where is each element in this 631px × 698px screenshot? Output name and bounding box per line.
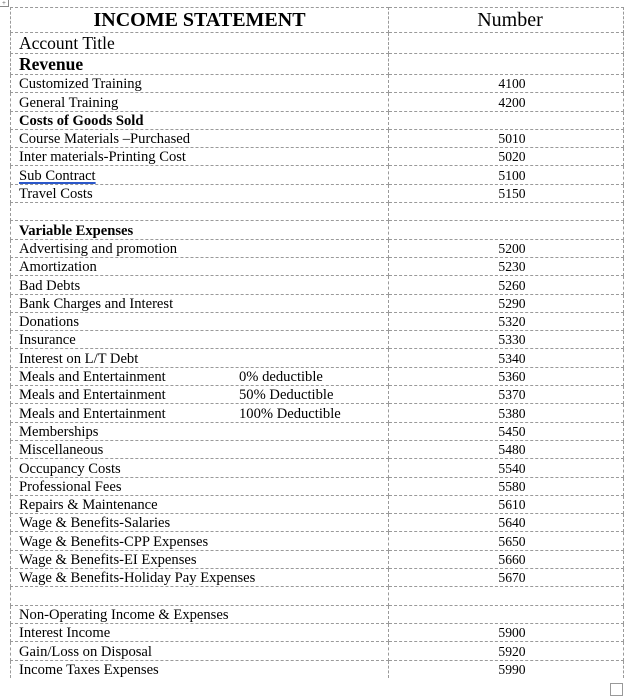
account-label: Professional Fees bbox=[19, 478, 122, 495]
account-label-cell[interactable] bbox=[11, 642, 389, 660]
account-number-cell[interactable]: 5640 bbox=[389, 514, 624, 532]
account-label-cell[interactable] bbox=[11, 221, 389, 239]
account-label-cell[interactable] bbox=[11, 331, 389, 349]
account-label-wrap bbox=[19, 387, 388, 403]
table-row bbox=[11, 349, 624, 367]
account-label-wrap bbox=[19, 515, 388, 531]
table-row bbox=[11, 605, 624, 623]
account-label-cell[interactable] bbox=[11, 550, 389, 568]
account-label-cell[interactable] bbox=[11, 111, 389, 129]
account-label: Memberships bbox=[19, 423, 99, 440]
account-label-wrap bbox=[19, 497, 388, 513]
table-row bbox=[11, 148, 624, 166]
account-label: Income Taxes Expenses bbox=[19, 661, 159, 678]
table-row bbox=[11, 514, 624, 532]
account-label: Miscellaneous bbox=[19, 442, 104, 459]
account-label-cell[interactable] bbox=[11, 312, 389, 330]
account-label: Meals and Entertainment bbox=[19, 369, 166, 386]
account-label: Costs of Goods Sold bbox=[19, 112, 144, 129]
revenue-heading-row bbox=[11, 54, 624, 75]
account-label-cell[interactable] bbox=[11, 422, 389, 440]
table-row bbox=[11, 440, 624, 458]
account-label-cell[interactable] bbox=[11, 477, 389, 495]
account-number-cell[interactable]: 5010 bbox=[389, 129, 624, 147]
table-row bbox=[11, 184, 624, 202]
account-number-cell[interactable]: 5330 bbox=[389, 331, 624, 349]
account-number-cell[interactable] bbox=[389, 587, 624, 605]
account-number-cell[interactable]: 5370 bbox=[389, 386, 624, 404]
account-label-cell[interactable] bbox=[11, 404, 389, 422]
account-number-cell[interactable]: 5290 bbox=[389, 294, 624, 312]
account-label-cell[interactable] bbox=[11, 257, 389, 275]
account-label-wrap bbox=[19, 406, 388, 422]
revenue-heading-cell[interactable]: Revenue bbox=[11, 54, 389, 75]
account-number-cell[interactable]: 5380 bbox=[389, 404, 624, 422]
table-row bbox=[11, 257, 624, 275]
account-number-cell[interactable]: 5610 bbox=[389, 495, 624, 513]
account-label-wrap bbox=[19, 552, 388, 568]
account-label-wrap bbox=[19, 461, 388, 477]
account-number-cell[interactable]: 5540 bbox=[389, 459, 624, 477]
table-row bbox=[11, 166, 624, 184]
section-heading-row bbox=[11, 111, 624, 129]
account-label-cell[interactable] bbox=[11, 184, 389, 202]
table-row bbox=[11, 276, 624, 294]
account-label-wrap bbox=[19, 332, 388, 348]
account-number-cell[interactable]: 5200 bbox=[389, 239, 624, 257]
account-label: Wage & Benefits-Holiday Pay Expenses bbox=[19, 570, 256, 587]
account-number-cell[interactable]: 5150 bbox=[389, 184, 624, 202]
account-label-wrap bbox=[19, 296, 388, 312]
account-label-cell[interactable] bbox=[11, 75, 389, 93]
account-label: Wage & Benefits-Salaries bbox=[19, 515, 171, 532]
table-row bbox=[11, 459, 624, 477]
account-number-cell[interactable]: 5260 bbox=[389, 276, 624, 294]
account-label: Insurance bbox=[19, 332, 76, 349]
table-header-row bbox=[11, 8, 624, 33]
account-label: Donations bbox=[19, 314, 79, 331]
account-label-wrap bbox=[19, 479, 388, 495]
table-row bbox=[11, 550, 624, 568]
account-label-cell[interactable] bbox=[11, 569, 389, 587]
account-label-cell[interactable] bbox=[11, 294, 389, 312]
account-label-wrap bbox=[19, 76, 388, 92]
account-label-wrap bbox=[19, 442, 388, 458]
account-label: Amortization bbox=[19, 259, 97, 276]
account-label: Customized Training bbox=[19, 76, 142, 93]
table-row bbox=[11, 569, 624, 587]
table-row bbox=[11, 422, 624, 440]
table-row bbox=[11, 312, 624, 330]
account-label: Non-Operating Income & Expenses bbox=[19, 606, 229, 623]
account-label: Sub Contract bbox=[19, 167, 96, 184]
account-number-cell[interactable]: 5020 bbox=[389, 148, 624, 166]
account-number-cell[interactable]: 5230 bbox=[389, 257, 624, 275]
account-label-cell[interactable] bbox=[11, 623, 389, 641]
account-label-cell[interactable] bbox=[11, 605, 389, 623]
account-title-row bbox=[11, 33, 624, 54]
account-label-wrap bbox=[19, 113, 388, 129]
account-label-wrap bbox=[19, 223, 388, 239]
account-label-cell[interactable] bbox=[11, 349, 389, 367]
income-statement-table bbox=[10, 7, 624, 678]
account-label-cell[interactable] bbox=[11, 276, 389, 294]
table-row bbox=[11, 660, 624, 678]
table-row bbox=[11, 386, 624, 404]
table-row bbox=[11, 532, 624, 550]
account-label-wrap bbox=[19, 186, 388, 202]
blank-row bbox=[11, 203, 624, 221]
account-label-wrap bbox=[19, 241, 388, 257]
table-resize-handle[interactable] bbox=[610, 683, 623, 696]
account-label-wrap bbox=[19, 351, 388, 367]
account-label-wrap bbox=[19, 625, 388, 641]
table-row bbox=[11, 75, 624, 93]
account-label: Wage & Benefits-CPP Expenses bbox=[19, 533, 209, 550]
account-label-wrap bbox=[19, 534, 388, 550]
account-number-cell[interactable]: 5660 bbox=[389, 550, 624, 568]
account-label-wrap bbox=[19, 424, 388, 440]
account-title-number-cell[interactable] bbox=[389, 33, 624, 54]
account-label-cell[interactable] bbox=[11, 660, 389, 678]
account-label-wrap bbox=[19, 278, 388, 294]
account-label: Wage & Benefits-EI Expenses bbox=[19, 552, 197, 569]
table-row bbox=[11, 623, 624, 641]
account-label-cell[interactable] bbox=[11, 587, 389, 605]
account-label-wrap bbox=[19, 314, 388, 330]
table-row bbox=[11, 129, 624, 147]
table-row bbox=[11, 642, 624, 660]
account-number-cell[interactable]: 5670 bbox=[389, 569, 624, 587]
account-label-cell[interactable] bbox=[11, 129, 389, 147]
account-label-wrap bbox=[19, 95, 388, 111]
account-label: Bank Charges and Interest bbox=[19, 295, 174, 312]
account-label: Bad Debts bbox=[19, 277, 81, 294]
account-title-cell[interactable]: Account Title bbox=[11, 33, 389, 54]
account-label-cell[interactable] bbox=[11, 367, 389, 385]
table-row bbox=[11, 331, 624, 349]
income-statement-title[interactable]: INCOME STATEMENT bbox=[11, 8, 389, 33]
account-label: Repairs & Maintenance bbox=[19, 497, 158, 514]
account-label-cell[interactable] bbox=[11, 514, 389, 532]
account-label: Interest on L/T Debt bbox=[19, 350, 139, 367]
account-label-cell[interactable] bbox=[11, 495, 389, 513]
account-number-cell[interactable]: 5480 bbox=[389, 440, 624, 458]
account-label-wrap bbox=[19, 369, 388, 385]
table-row bbox=[11, 495, 624, 513]
deductible-note: 100% Deductible bbox=[239, 405, 341, 422]
table-row bbox=[11, 367, 624, 385]
account-label: Travel Costs bbox=[19, 186, 93, 203]
table-move-handle-icon[interactable]: + bbox=[0, 0, 9, 7]
account-number-cell[interactable]: 5320 bbox=[389, 312, 624, 330]
blank-row bbox=[11, 587, 624, 605]
table-row bbox=[11, 93, 624, 111]
account-number-cell[interactable] bbox=[389, 111, 624, 129]
number-column-header[interactable]: Number bbox=[389, 8, 624, 33]
account-number-cell[interactable]: 5650 bbox=[389, 532, 624, 550]
account-label-wrap bbox=[19, 168, 388, 184]
account-number-cell[interactable]: 5990 bbox=[389, 660, 624, 678]
account-label-wrap bbox=[19, 131, 388, 147]
deductible-note: 50% Deductible bbox=[239, 387, 334, 404]
account-label-cell[interactable] bbox=[11, 459, 389, 477]
account-label: Advertising and promotion bbox=[19, 240, 178, 257]
account-label-cell[interactable] bbox=[11, 93, 389, 111]
table-row bbox=[11, 239, 624, 257]
revenue-number-cell[interactable] bbox=[389, 54, 624, 75]
account-label: Meals and Entertainment bbox=[19, 405, 166, 422]
account-label-wrap bbox=[19, 259, 388, 275]
account-number-cell[interactable]: 5580 bbox=[389, 477, 624, 495]
account-number-cell[interactable]: 5100 bbox=[389, 166, 624, 184]
account-label-wrap bbox=[19, 570, 388, 586]
account-label: Course Materials –Purchased bbox=[19, 131, 191, 148]
account-label: Interest Income bbox=[19, 625, 111, 642]
account-label: Inter materials-Printing Cost bbox=[19, 149, 186, 166]
account-number-cell[interactable]: 5450 bbox=[389, 422, 624, 440]
account-label-cell[interactable] bbox=[11, 203, 389, 221]
account-number-cell[interactable]: 5340 bbox=[389, 349, 624, 367]
account-label-cell[interactable] bbox=[11, 440, 389, 458]
table-row bbox=[11, 404, 624, 422]
account-number-cell[interactable]: 5920 bbox=[389, 642, 624, 660]
account-label: Gain/Loss on Disposal bbox=[19, 643, 152, 660]
account-label: General Training bbox=[19, 94, 119, 111]
account-number-cell[interactable]: 4200 bbox=[389, 93, 624, 111]
account-label-wrap bbox=[19, 662, 388, 678]
account-number-cell[interactable] bbox=[389, 605, 624, 623]
account-label-cell[interactable] bbox=[11, 239, 389, 257]
account-label: Occupancy Costs bbox=[19, 460, 121, 477]
section-heading-row bbox=[11, 221, 624, 239]
account-label-cell[interactable] bbox=[11, 386, 389, 404]
account-number-cell[interactable]: 4100 bbox=[389, 75, 624, 93]
account-label-cell[interactable] bbox=[11, 166, 389, 184]
table-row bbox=[11, 294, 624, 312]
account-label-wrap bbox=[19, 149, 388, 165]
table-row bbox=[11, 477, 624, 495]
account-label-wrap bbox=[19, 607, 388, 623]
account-label: Meals and Entertainment bbox=[19, 387, 166, 404]
account-label-cell[interactable] bbox=[11, 148, 389, 166]
account-label-cell[interactable] bbox=[11, 532, 389, 550]
account-number-cell[interactable] bbox=[389, 221, 624, 239]
account-number-cell[interactable]: 5900 bbox=[389, 623, 624, 641]
account-label: Variable Expenses bbox=[19, 222, 134, 239]
account-number-cell[interactable]: 5360 bbox=[389, 367, 624, 385]
account-number-cell[interactable] bbox=[389, 203, 624, 221]
deductible-note: 0% deductible bbox=[239, 369, 323, 386]
account-label-wrap bbox=[19, 644, 388, 660]
